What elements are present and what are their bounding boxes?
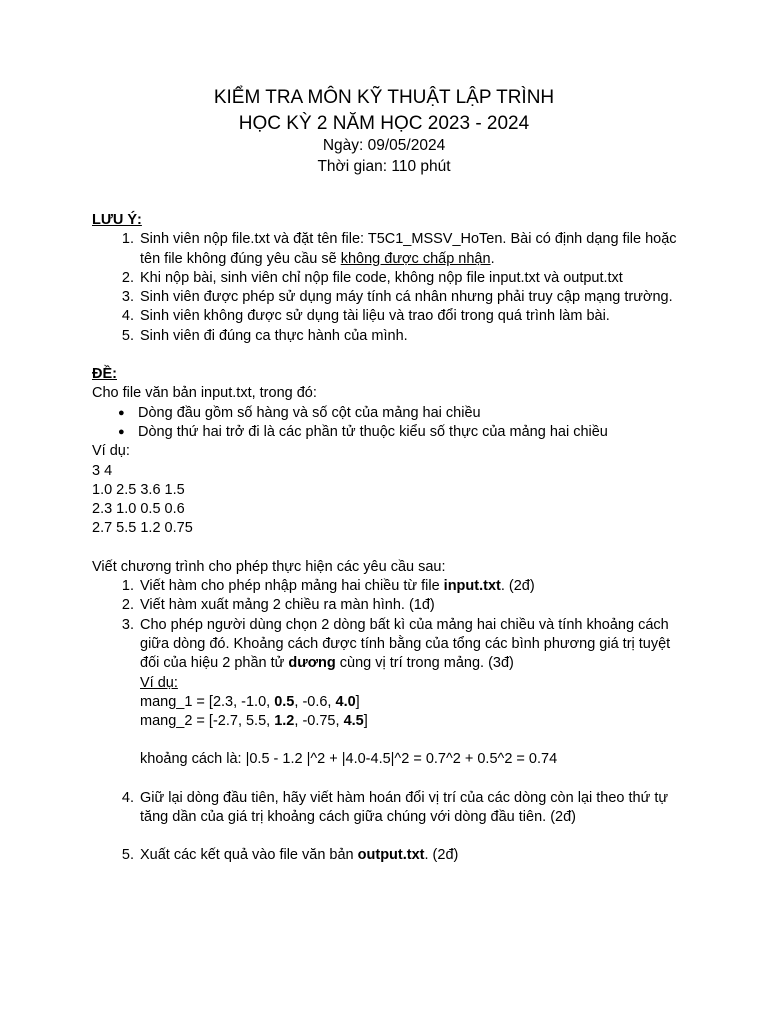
mang2-text: ]	[363, 713, 368, 730]
mang1-text: mang_1 = [2.3, -1.0,	[140, 693, 275, 710]
mang2-positive-value: 4.5	[343, 713, 364, 730]
mang1-line	[140, 693, 692, 712]
mang2-text: , -0.75,	[294, 713, 344, 730]
exam-body	[92, 211, 692, 866]
requirement-points: cùng vị trí trong mảng. (3đ)	[335, 655, 514, 672]
requirement-points: . (2đ)	[424, 847, 459, 864]
semester-title: HỌC KỲ 2 NĂM HỌC 2023 - 2024	[238, 113, 530, 134]
example-line: 2.3 1.0 0.5 0.6	[92, 501, 185, 518]
note-punctuation: .	[490, 250, 495, 267]
distance-example: khoảng cách là: |0.5 - 1.2 |^2 + |4.0-4.5|^2 = 0.7^2 + 0.5^2 = 0.74	[140, 751, 558, 768]
requirement-text: Viết hàm cho phép nhập mảng hai chiều từ file	[140, 578, 444, 595]
example-line: 3 4	[92, 462, 113, 479]
requirement-text: Cho phép người dùng chọn 2 dòng bất kì của mảng hai chiều và tính khoảng cách giữa dòng đó. Khoảng cách được tính bằng của tổng các bình phương giá trị tuyệt đối của hiệu 2 phần tử	[140, 616, 671, 672]
req3-example-label: Ví dụ:	[140, 674, 178, 691]
positive-keyword: dương	[288, 655, 336, 672]
note-item	[138, 230, 692, 269]
requirements-intro: Viết chương trình cho phép thực hiện các yêu cầu sau:	[92, 558, 446, 575]
mang1-text: ]	[355, 693, 360, 710]
requirement-item	[138, 577, 692, 596]
mang1-positive-value: 0.5	[274, 693, 295, 710]
requirement-text: Giữ lại dòng đầu tiên, hãy viết hàm hoán đổi vị trí của các dòng còn lại theo thứ tự tăng dần của giá trị khoảng cách giữa chúng với dòng đầu tiên. (2đ)	[140, 789, 669, 826]
format-item: ● Dòng đầu gồm số hàng và số cột của mảng hai chiều	[118, 404, 692, 423]
requirements-list	[92, 577, 692, 866]
note-text: Sinh viên nộp file.txt và đặt tên file: T5C1_MSSV_HoTen. Bài có định dạng file hoặc tên file không đúng yêu cầu sẽ	[140, 231, 677, 267]
exam-title: KIỂM TRA MÔN KỸ THUẬT LẬP TRÌNH	[213, 87, 555, 108]
note-item: 2. Khi nộp bài, sinh viên chỉ nộp file code, không nộp file input.txt và output.txt	[138, 269, 692, 288]
exam-date: Ngày: 09/05/2024	[322, 137, 446, 154]
requirement-item	[138, 616, 692, 789]
example-label: Ví dụ:	[92, 443, 130, 460]
not-accepted-text: không được chấp nhận	[340, 250, 491, 267]
note-item: 5. Sinh viên đi đúng ca thực hành của mình.	[138, 327, 692, 346]
input-format-list	[92, 404, 692, 443]
mang1-text: , -0.6,	[294, 693, 336, 710]
requirement-item	[138, 789, 692, 847]
input-filename: input.txt	[443, 578, 501, 595]
mang2-text: mang_2 = [-2.7, 5.5,	[140, 713, 275, 730]
mang1-positive-value: 4.0	[335, 693, 356, 710]
mang2-positive-value: 1.2	[274, 713, 295, 730]
mang2-line	[140, 712, 692, 731]
note-item: 4. Sinh viên không được sử dụng tài liệu và trao đổi trong quá trình làm bài.	[138, 307, 692, 326]
problem-heading: ĐỀ:	[92, 366, 117, 383]
format-item: ● Dòng thứ hai trở đi là các phần tử thuộc kiểu số thực của mảng hai chiều	[118, 423, 692, 442]
notes-list	[92, 230, 692, 346]
requirement-item	[138, 846, 692, 865]
exam-duration: Thời gian: 110 phút	[317, 158, 451, 175]
note-item: 3. Sinh viên được phép sử dụng máy tính cá nhân nhưng phải truy cập mạng trường.	[138, 288, 692, 307]
problem-intro: Cho file văn bản input.txt, trong đó:	[92, 385, 317, 402]
requirement-points: . (2đ)	[500, 578, 535, 595]
requirement-item: 2. Viết hàm xuất mảng 2 chiều ra màn hình. (1đ)	[138, 596, 692, 615]
requirement-text: Xuất các kết quả vào file văn bản	[140, 847, 358, 864]
example-line: 2.7 5.5 1.2 0.75	[92, 520, 193, 537]
notes-heading: LƯU Ý:	[92, 212, 142, 228]
example-line: 1.0 2.5 3.6 1.5	[92, 481, 185, 498]
output-filename: output.txt	[357, 847, 425, 864]
